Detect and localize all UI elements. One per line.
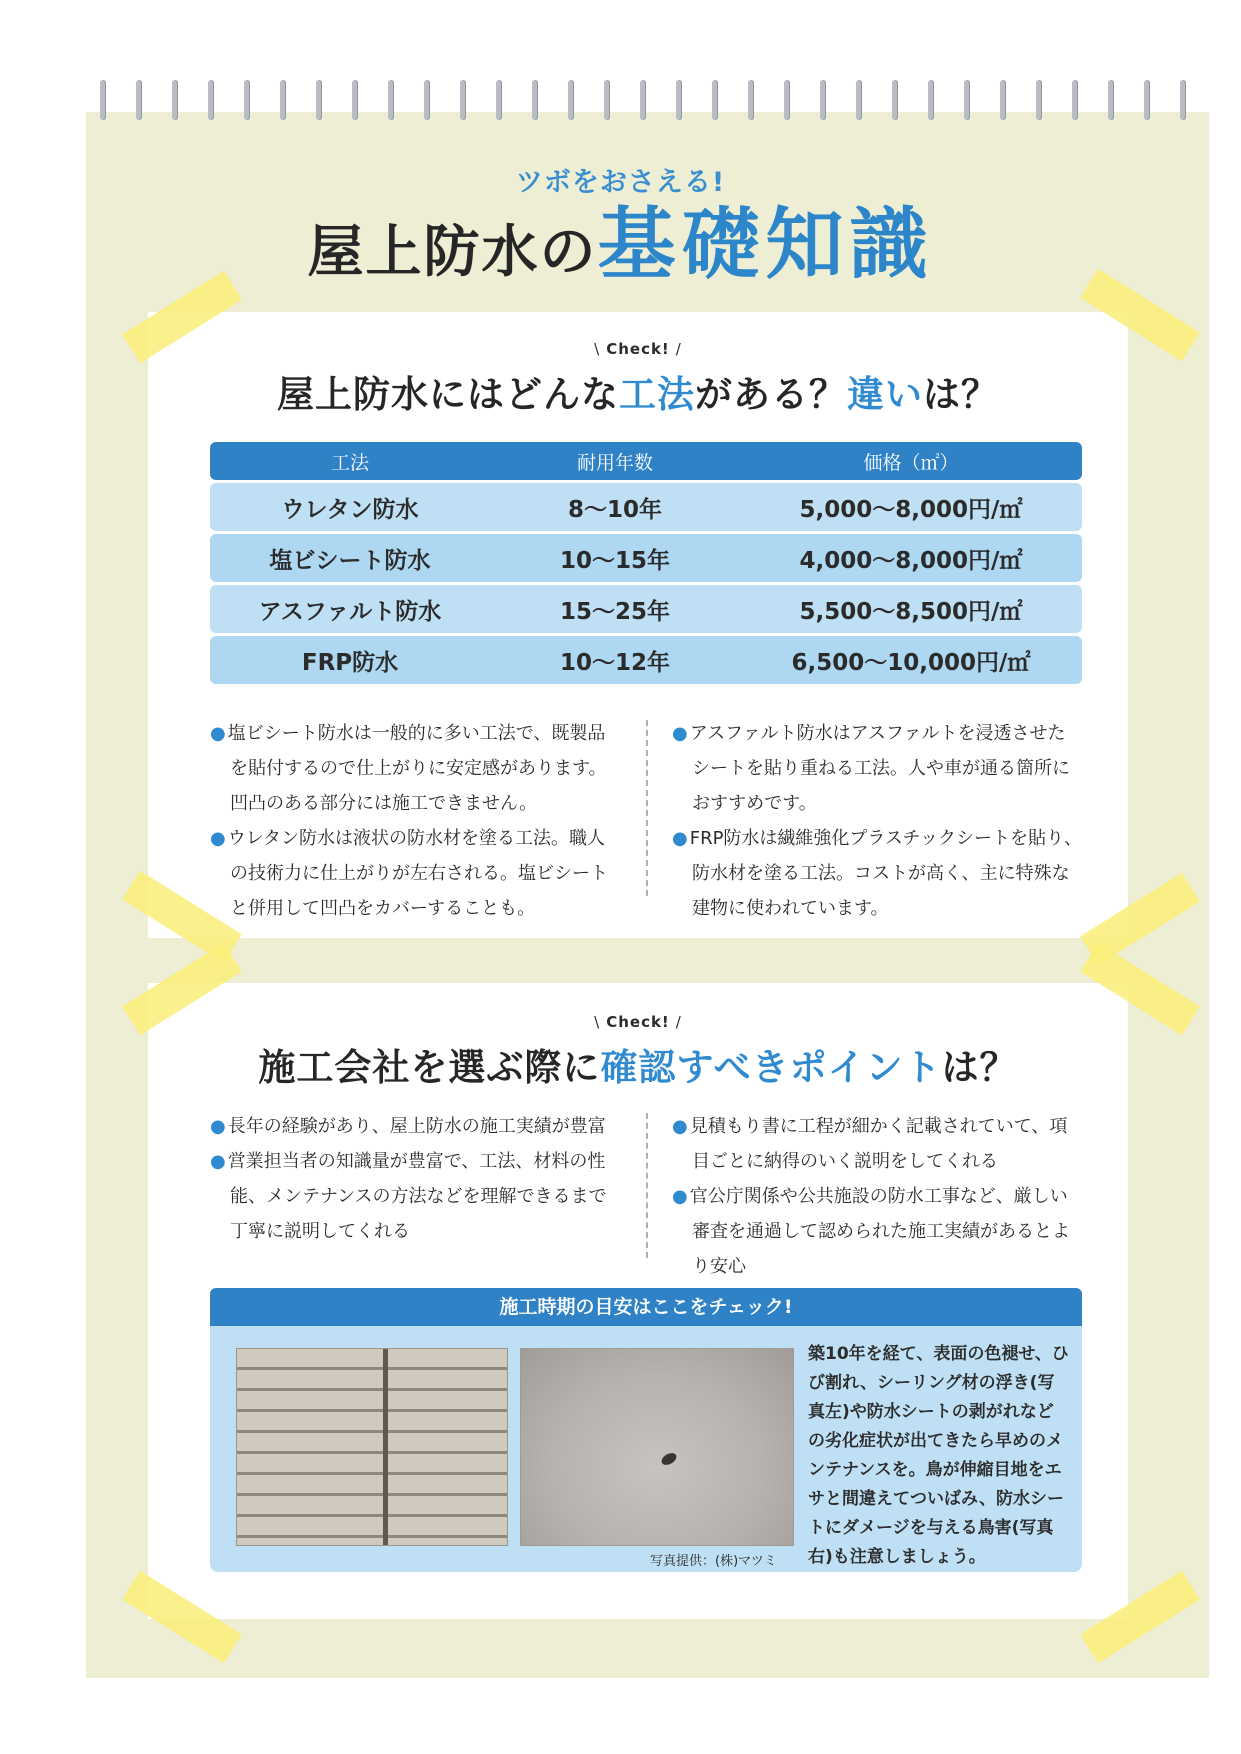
notes-left xyxy=(210,716,620,926)
photo-box-body xyxy=(210,1326,1082,1572)
eyebrow-text: ツボをおさえる! xyxy=(515,167,726,198)
table-header xyxy=(210,442,1082,480)
cell-lifespan: 10〜12年 xyxy=(559,649,670,676)
methods-table xyxy=(210,442,1082,684)
list-item: ● 営業担当者の知識量が豊富で、工法、材料の性能、メンテナンスの方法などを理解できるまで丁寧に説明してくれる xyxy=(210,1151,607,1242)
cell-lifespan: 8〜10年 xyxy=(567,496,662,523)
section2-heading: 施工会社を選ぶ際に確認すべきポイントは？ xyxy=(258,1046,1018,1089)
table-row xyxy=(210,483,1082,531)
points-left xyxy=(210,1109,620,1249)
check-label: \ Check! / xyxy=(594,1013,682,1031)
list-item: ● FRP防水は繊維強化プラスチックシートを貼り、防水材を塗る工法。コストが高く、主に特殊な建物に使われています。 xyxy=(672,828,1082,919)
cell-method: ウレタン防水 xyxy=(281,496,419,523)
check-label: \ Check! / xyxy=(594,340,682,358)
cell-price: 5,500〜8,500円/㎡ xyxy=(799,598,1023,625)
list-item: ● アスファルト防水はアスファルトを浸透させたシートを貼り重ねる工法。人や車が通る箇所におすすめです。 xyxy=(672,723,1070,814)
list-item: ● ウレタン防水は液状の防水材を塗る工法。職人の技術力に仕上がりが左右される。塩ビシートと併用して凹凸をカバーすることも。 xyxy=(210,828,608,919)
list-item: ● 見積もり書に工程が細かく記載されていて、項目ごとに納得のいく説明をしてくれる xyxy=(672,1116,1068,1172)
list-item: ● 塩ビシート防水は一般的に多い工法で、既製品を貼付するので仕上がりに安定感があります。凹凸のある部分には施工できません。 xyxy=(210,723,607,814)
dashed-divider xyxy=(646,720,648,896)
table-row xyxy=(210,585,1082,633)
table-row xyxy=(210,636,1082,684)
binder-rings xyxy=(96,80,1216,124)
table-row xyxy=(210,534,1082,582)
section1-heading: 屋上防水にはどんな工法がある？違いは？ xyxy=(277,373,999,416)
methods-card xyxy=(148,312,1128,938)
cell-method: FRP防水 xyxy=(301,649,399,676)
header-method: 工法 xyxy=(330,451,369,474)
photo-box-title: 施工時期の目安はここをチェック! xyxy=(210,1288,1082,1326)
contractor-card xyxy=(148,983,1128,1619)
dashed-divider xyxy=(646,1113,648,1258)
cell-lifespan: 15〜25年 xyxy=(559,598,670,625)
list-item: ● 官公庁関係や公共施設の防水工事など、厳しい審査を通過して認められた施工実績があるとより安心 xyxy=(672,1186,1070,1277)
cell-price: 6,500〜10,000円/㎡ xyxy=(791,649,1031,676)
bird-damage-photo xyxy=(520,1348,794,1546)
sealant-crack-photo xyxy=(236,1348,508,1546)
cell-lifespan: 10〜15年 xyxy=(559,547,670,574)
cell-method: アスファルト防水 xyxy=(258,598,442,625)
cell-method: 塩ビシート防水 xyxy=(269,547,431,574)
title-main: 屋上防水の xyxy=(307,220,598,285)
cell-price: 5,000〜8,000円/㎡ xyxy=(799,496,1023,523)
page-title xyxy=(0,200,1241,293)
notes-right xyxy=(672,716,1082,926)
cell-price: 4,000〜8,000円/㎡ xyxy=(799,547,1023,574)
header-price: 価格（㎡） xyxy=(863,451,959,474)
points-right xyxy=(672,1109,1082,1284)
header-lifespan: 耐用年数 xyxy=(576,451,653,474)
list-item: ● 長年の経験があり、屋上防水の施工実績が豊富 xyxy=(210,1116,606,1137)
photo-box-text: 築10年を経て、表面の色褪せ、ひび割れ、シーリング材の浮き(写真左)や防水シートの剥がれなどの劣化症状が出てきたら早めのメンテナンスを。鳥が伸縮目地をエサと間違えてついばみ、防水シートにダメージを与える鳥害(写真右)も注意しましょう。 xyxy=(808,1344,1069,1567)
timing-photo-box xyxy=(210,1288,1082,1588)
title-accent: 基礎知識 xyxy=(597,200,934,290)
photo-credit: 写真提供：(株)マツミ xyxy=(650,1554,777,1569)
